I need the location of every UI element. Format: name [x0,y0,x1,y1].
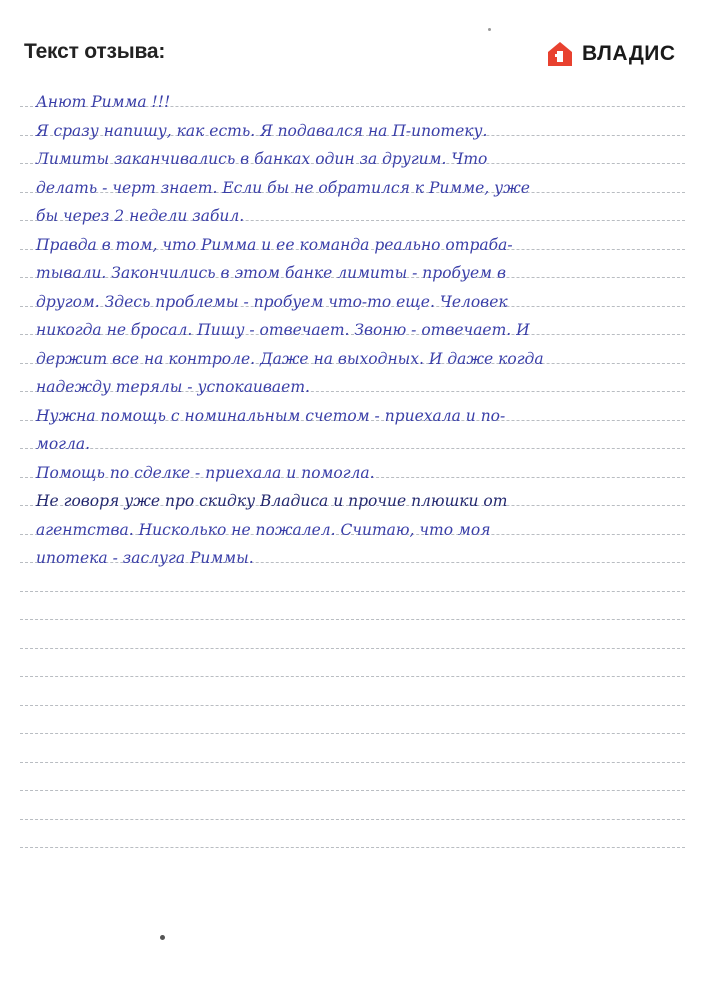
page-title: Текст отзыва: [24,40,166,63]
ink-speck [488,28,491,31]
handwritten-line: Я сразу напишу, как есть. Я подавался на П-ипотеку. [36,121,488,140]
handwritten-line: Помощь по сделке - приехала и помогла. [36,463,375,482]
handwritten-line: тывали. Закончились в этом банке лимиты - пробуем в [36,264,506,282]
handwritten-line: Правда в том, что Римма и ее команда реально отраба- [36,235,513,254]
handwritten-line: другом. Здесь проблемы - пробуем что-то еще. Человек [36,292,508,311]
brand-logo [546,40,676,68]
handwritten-line: могла. [36,435,91,453]
handwritten-line: Не говоря уже про скидку Владиса и прочие плюшки от [36,492,508,510]
handwritten-line: никогда не бросал. Пишу - отвечает. Звоню - отвечает. И [36,321,530,339]
handwritten-line: Нужна помощь с номинальным счетом - приехала и по- [36,406,506,425]
handwritten-line: Анют Римма !!! [36,93,171,111]
handwritten-line: держит все на контроле. Даже на выходных. И даже когда [36,349,544,368]
handwritten-line: агентства. Нисколько не пожалел. Считаю, что моя [36,520,491,539]
handwritten-line: ипотека - заслуга Риммы. [36,549,254,567]
ink-speck [160,935,165,940]
handwritten-line: делать - черт знает. Если бы не обратился к Римме, уже [36,178,530,197]
house-logo-icon [546,40,574,68]
handwritten-line: надежду терялы - успокаивает. [36,378,310,396]
handwritten-line: бы через 2 недели забил. [36,207,245,225]
handwritten-line: Лимиты заканчивались в банках один за другим. Что [36,150,488,168]
handwritten-review [36,88,686,573]
brand-logo-text: ВЛАДИС [582,42,676,65]
